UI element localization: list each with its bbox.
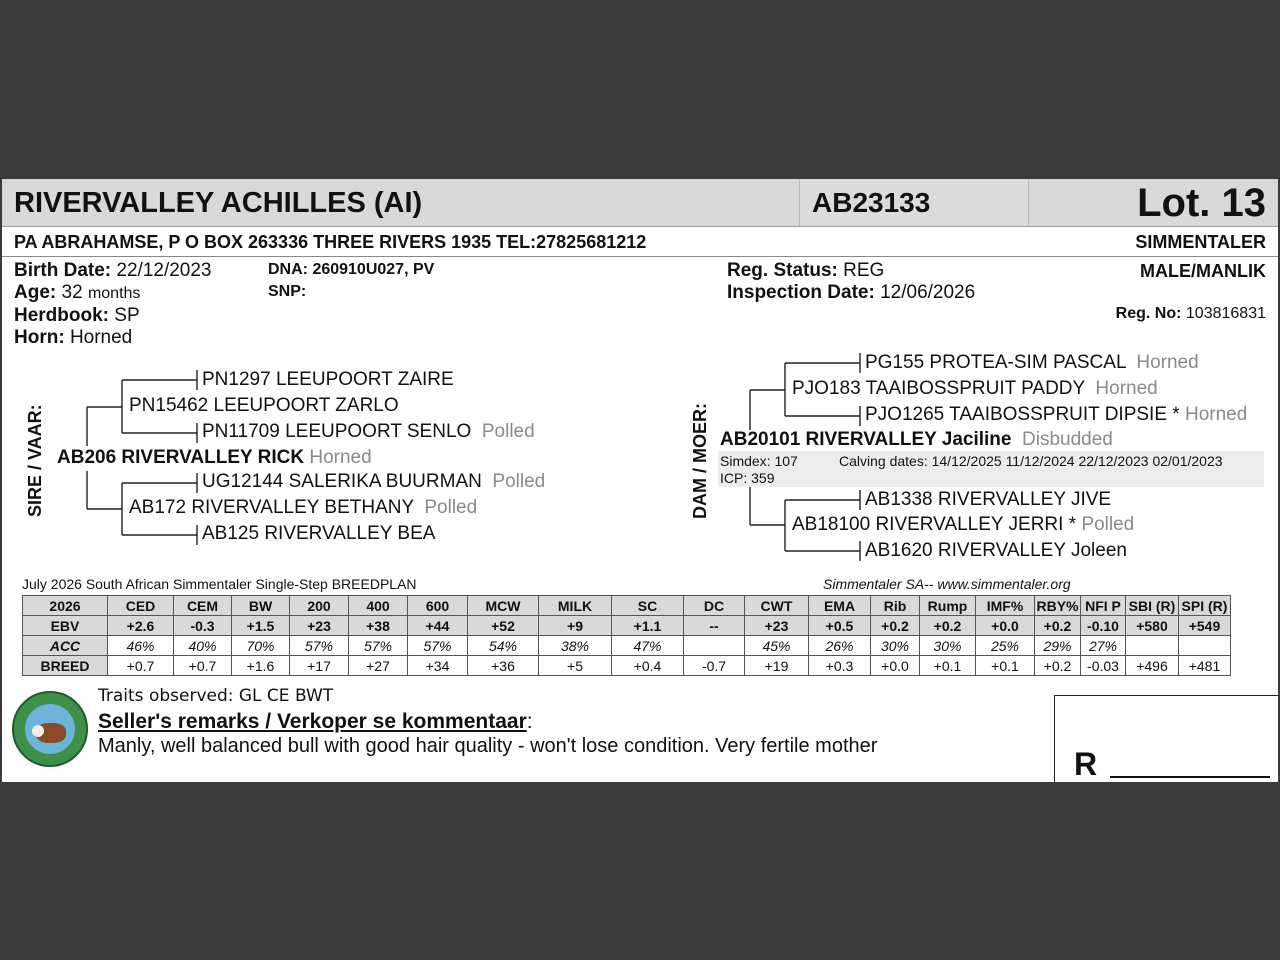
ebv-cell: -0.10	[1081, 616, 1126, 636]
sire-sire: PN15462 LEEUPOORT ZARLO	[129, 395, 399, 416]
price-line[interactable]	[1110, 776, 1270, 778]
ebv-breed-avg-row	[23, 656, 1231, 676]
animal-id: AB23133	[812, 187, 931, 218]
breed-cell: +36	[468, 656, 539, 676]
headers-cell: MILK	[539, 596, 612, 616]
ebv-cell: +0.2	[871, 616, 920, 636]
sire-dam-sire: UG12144 SALERIKA BUURMAN Polled	[202, 471, 546, 492]
ebv-cell: -0.3	[174, 616, 232, 636]
breed-cell: +17	[290, 656, 349, 676]
breed-cell: +0.2	[1035, 656, 1081, 676]
headers-cell: 400	[349, 596, 408, 616]
acc-cell: 40%	[174, 636, 232, 656]
dam: AB20101 RIVERVALLEY Jaciline Disbudded	[720, 429, 1113, 450]
headers-cell: Rump	[920, 596, 976, 616]
headers-cell: CED	[108, 596, 174, 616]
dam-dam-dam: AB1620 RIVERVALLEY Joleen	[865, 540, 1127, 561]
acc-cell: 27%	[1081, 636, 1126, 656]
dna-info: DNA: 260910U027, PV	[268, 261, 435, 278]
ebv-cell: +1.5	[232, 616, 290, 636]
ebv-cell: +580	[1126, 616, 1179, 636]
ebv-header-row	[23, 596, 1231, 616]
ebv-cell: +0.2	[1035, 616, 1081, 636]
acc-cell: 30%	[871, 636, 920, 656]
ebv-accuracy-row	[23, 636, 1231, 656]
headers-cell: CWT	[745, 596, 809, 616]
dam-simdex: Simdex: 107	[720, 453, 798, 469]
headers-cell: 2026	[23, 596, 108, 616]
age-unit: months	[87, 285, 141, 302]
headers-cell: MCW	[468, 596, 539, 616]
acc-cell: 29%	[1035, 636, 1081, 656]
age-label: Age:	[14, 282, 57, 303]
acc-cell: ACC	[23, 636, 108, 656]
remarks-heading-line: Seller's remarks / Verkoper se kommentaar:	[98, 710, 533, 733]
reg-status-value: REG	[843, 260, 885, 281]
headers-cell: CEM	[174, 596, 232, 616]
breed-cell: -0.03	[1081, 656, 1126, 676]
reg-status-label: Reg. Status:	[727, 260, 838, 281]
breedplan-source: Simmentaler SA-- www.simmentaler.org	[823, 576, 1071, 592]
birth-label: Birth Date:	[14, 260, 112, 281]
ebv-cell: +1.1	[612, 616, 684, 636]
ebv-cell: +549	[1179, 616, 1231, 636]
breed-cell: +0.4	[612, 656, 684, 676]
dam-dam: AB18100 RIVERVALLEY JERRI * Polled	[792, 514, 1135, 535]
ebv-cell: +0.0	[976, 616, 1035, 636]
lot-card	[2, 179, 1278, 782]
breed-cell: BREED	[23, 656, 108, 676]
headers-cell: SC	[612, 596, 684, 616]
inspection-label: Inspection Date:	[727, 282, 875, 303]
seller-remarks: Manly, well balanced bull with good hair quality - won't lose condition. Very fertile mother	[98, 735, 878, 757]
acc-cell: 70%	[232, 636, 290, 656]
sire-sire-dam: PN11709 LEEUPOORT SENLO Polled	[202, 421, 535, 442]
owner-address: PA ABRAHAMSE, P O BOX 263336 THREE RIVERS 1935 TEL:27825681212	[14, 232, 647, 252]
sire-side-label: SIRE / VAAR:	[25, 404, 45, 517]
sex-label: MALE/MANLIK	[1140, 261, 1266, 281]
breed-name: SIMMENTALER	[1135, 232, 1266, 252]
breed-cell: +0.3	[809, 656, 871, 676]
sire-dam: AB172 RIVERVALLEY BETHANY Polled	[129, 497, 478, 518]
dam-calving-dates: Calving dates: 14/12/2025 11/12/2024 22/12/2023 02/01/2023	[839, 453, 1223, 469]
headers-cell: RBY%	[1036, 597, 1079, 614]
acc-cell: 38%	[539, 636, 612, 656]
animal-name: RIVERVALLEY ACHILLES (AI)	[14, 187, 423, 219]
acc-cell	[684, 636, 745, 656]
ebv-cell: +38	[349, 616, 408, 636]
inspection-date: 12/06/2026	[880, 282, 976, 303]
dam-dam-sire: AB1338 RIVERVALLEY JIVE	[865, 489, 1112, 510]
ebv-cell: +9	[539, 616, 612, 636]
price-box	[1054, 695, 1278, 782]
acc-cell: 26%	[809, 636, 871, 656]
herdbook-label: Herdbook:	[14, 305, 109, 326]
breedplan-caption: July 2026 South African Simmentaler Single-Step BREEDPLAN	[22, 576, 417, 592]
acc-cell: 25%	[976, 636, 1035, 656]
sire: AB206 RIVERVALLEY RICK Horned	[57, 447, 372, 468]
headers-cell: EMA	[809, 596, 871, 616]
simmentaler-logo	[12, 691, 88, 767]
horn-label: Horn:	[14, 327, 65, 348]
ebv-cell: +44	[408, 616, 468, 636]
horn-value: Horned	[69, 327, 133, 348]
headers-cell: SBI (R)	[1126, 596, 1179, 616]
breed-cell: +481	[1179, 656, 1231, 676]
ebv-values-row	[23, 616, 1231, 636]
headers-cell: NFI P	[1081, 596, 1126, 616]
ebv-cell: +2.6	[108, 616, 174, 636]
acc-cell: 47%	[612, 636, 684, 656]
dam-sire-sire: PG155 PROTEA-SIM PASCAL Horned	[865, 352, 1199, 373]
headers-cell: Rib	[871, 596, 920, 616]
dam-sire-dam: PJO1265 TAAIBOSSPRUIT DIPSIE * Horned	[865, 404, 1248, 425]
acc-cell: 57%	[290, 636, 349, 656]
acc-cell: 57%	[349, 636, 408, 656]
snp-info: SNP:	[268, 283, 307, 300]
breed-cell: +1.6	[232, 656, 290, 676]
sire-dam-dam: AB125 RIVERVALLEY BEA	[202, 523, 436, 544]
dam-side-label: DAM / MOER:	[690, 403, 710, 519]
breed-cell: +0.1	[976, 656, 1035, 676]
ebv-cell: +52	[468, 616, 539, 636]
birth-date: 22/12/2023	[116, 260, 212, 281]
headers-cell: 600	[408, 596, 468, 616]
ebv-cell: --	[684, 616, 745, 636]
herdbook-value: SP	[114, 305, 140, 326]
reg-number: Reg. No: 103816831	[1115, 305, 1266, 322]
breed-cell: +27	[349, 656, 408, 676]
breed-cell: +0.7	[108, 656, 174, 676]
headers-cell: SPI (R)	[1179, 596, 1231, 616]
ebv-cell: +23	[290, 616, 349, 636]
acc-cell: 30%	[920, 636, 976, 656]
acc-cell: 45%	[745, 636, 809, 656]
ebv-cell: +0.5	[809, 616, 871, 636]
dam-icp: ICP: 359	[720, 470, 775, 486]
breed-cell: +496	[1126, 656, 1179, 676]
r-label: R	[1074, 746, 1098, 782]
acc-cell	[1126, 636, 1179, 656]
breed-cell: +0.7	[174, 656, 232, 676]
breed-cell: +19	[745, 656, 809, 676]
headers-cell: IMF%	[976, 596, 1035, 616]
lot-number: Lot. 13	[1137, 181, 1266, 225]
acc-cell: 57%	[408, 636, 468, 656]
ebv-cell: EBV	[23, 616, 108, 636]
breed-cell: -0.7	[684, 656, 745, 676]
breed-cell: +5	[539, 656, 612, 676]
acc-cell: 54%	[468, 636, 539, 656]
breed-cell: +0.1	[920, 656, 976, 676]
headers-cell: DC	[684, 596, 745, 616]
sire-sire-sire: PN1297 LEEUPOORT ZAIRE	[202, 369, 454, 390]
traits-observed: Traits observed: GL CE BWT	[98, 686, 334, 706]
breed-cell: +34	[408, 656, 468, 676]
breed-cell: +0.0	[871, 656, 920, 676]
acc-cell	[1179, 636, 1231, 656]
dam-sire: PJO183 TAAIBOSSPRUIT PADDY Horned	[792, 378, 1158, 399]
ebv-cell: +23	[745, 616, 809, 636]
headers-cell: BW	[232, 596, 290, 616]
headers-cell: 200	[290, 596, 349, 616]
acc-cell: 46%	[108, 636, 174, 656]
age-value: 32	[61, 282, 83, 303]
ebv-table	[22, 595, 1231, 676]
ebv-cell: +0.2	[920, 616, 976, 636]
